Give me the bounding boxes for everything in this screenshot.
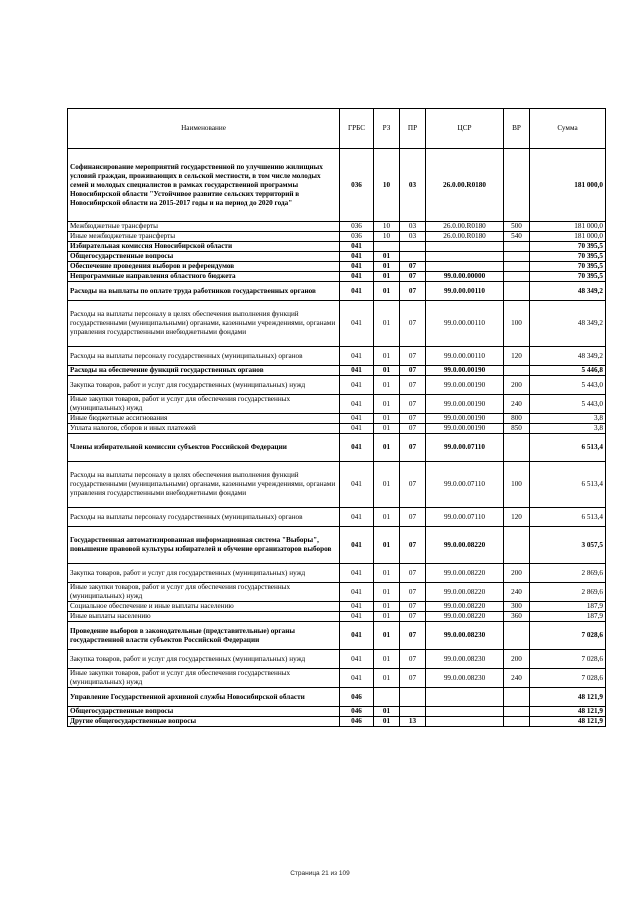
header-grbs: ГРБС <box>340 109 374 149</box>
table-row <box>68 564 606 583</box>
cell-name: Расходы на выплаты персоналу в целях обеспечения выполнения функций государственными (муниципальными) органами, казенными учреждениями, органами управления государственными внебюджетными фондами <box>68 301 340 347</box>
table-row <box>68 602 606 612</box>
cell-name: Уплата налогов, сборов и иных платежей <box>68 424 340 434</box>
cell-rz <box>374 688 400 707</box>
table-row <box>68 527 606 564</box>
cell-sum: 6 513,4 <box>530 434 606 462</box>
cell-csr: 99.0.00.08220 <box>426 527 504 564</box>
cell-rz: 01 <box>374 272 400 282</box>
cell-name: Закупка товаров, работ и услуг для государственных (муниципальных) нужд <box>68 650 340 669</box>
table-row <box>68 414 606 424</box>
cell-vr: 500 <box>504 222 530 232</box>
cell-grbs: 041 <box>340 612 374 622</box>
cell-csr: 26.0.00.R0180 <box>426 232 504 242</box>
cell-sum: 5 443,0 <box>530 376 606 395</box>
cell-name: Непрограммные направления областного бюджета <box>68 272 340 282</box>
cell-vr: 120 <box>504 347 530 366</box>
cell-name: Другие общегосударственные вопросы <box>68 717 340 727</box>
table-row <box>68 622 606 650</box>
cell-vr <box>504 282 530 301</box>
cell-pr: 03 <box>400 149 426 222</box>
cell-pr: 07 <box>400 347 426 366</box>
cell-name: Расходы на выплаты персоналу государственных (муниципальных) органов <box>68 508 340 527</box>
cell-grbs: 036 <box>340 232 374 242</box>
cell-vr: 100 <box>504 301 530 347</box>
cell-name: Закупка товаров, работ и услуг для государственных (муниципальных) нужд <box>68 564 340 583</box>
cell-pr: 07 <box>400 434 426 462</box>
cell-rz: 10 <box>374 222 400 232</box>
cell-name: Общегосударственные вопросы <box>68 707 340 717</box>
cell-name: Социальное обеспечение и иные выплаты населению <box>68 602 340 612</box>
cell-vr: 240 <box>504 395 530 414</box>
table-row <box>68 252 606 262</box>
cell-csr: 99.0.00.07110 <box>426 508 504 527</box>
cell-vr <box>504 272 530 282</box>
cell-sum: 48 121,9 <box>530 688 606 707</box>
cell-pr: 07 <box>400 508 426 527</box>
cell-csr: 99.0.00.08230 <box>426 622 504 650</box>
cell-sum: 70 395,5 <box>530 272 606 282</box>
cell-rz: 01 <box>374 583 400 602</box>
cell-grbs: 041 <box>340 434 374 462</box>
cell-pr <box>400 688 426 707</box>
cell-vr <box>504 527 530 564</box>
table-row <box>68 376 606 395</box>
cell-rz: 01 <box>374 395 400 414</box>
cell-pr: 13 <box>400 717 426 727</box>
cell-rz: 01 <box>374 462 400 508</box>
table-row <box>68 222 606 232</box>
cell-csr <box>426 717 504 727</box>
header-rz: РЗ <box>374 109 400 149</box>
cell-name: Иные закупки товаров, работ и услуг для обеспечения государственных (муниципальных) нужд <box>68 395 340 414</box>
cell-vr <box>504 262 530 272</box>
cell-rz: 01 <box>374 622 400 650</box>
cell-rz: 01 <box>374 508 400 527</box>
cell-vr: 200 <box>504 564 530 583</box>
cell-csr: 99.0.00.08230 <box>426 650 504 669</box>
header-sum: Сумма <box>530 109 606 149</box>
table-row <box>68 262 606 272</box>
cell-name: Члены избирательной комиссии субъектов Российской Федерации <box>68 434 340 462</box>
table-row <box>68 282 606 301</box>
cell-sum: 70 395,5 <box>530 252 606 262</box>
cell-rz: 01 <box>374 376 400 395</box>
cell-vr: 200 <box>504 376 530 395</box>
cell-csr: 99.0.00.07110 <box>426 434 504 462</box>
cell-name: Софинансирование мероприятий государственной по улучшению жилищных условий граждан, проживающих в сельской местности, в том числе молодых семей и молодых специалистов в рамках государственной программы Новосибирской области "Устойчивое развитие сельских территорий в Новосибирской области на 2015-2017 годы и на период до 2020 года" <box>68 149 340 222</box>
cell-grbs: 041 <box>340 414 374 424</box>
cell-grbs: 046 <box>340 688 374 707</box>
cell-rz: 01 <box>374 366 400 376</box>
cell-pr: 07 <box>400 282 426 301</box>
table-header-row <box>68 109 606 149</box>
cell-vr: 540 <box>504 232 530 242</box>
cell-pr: 07 <box>400 650 426 669</box>
cell-sum: 3,8 <box>530 414 606 424</box>
table-row <box>68 688 606 707</box>
table-row <box>68 612 606 622</box>
cell-sum: 181 000,0 <box>530 222 606 232</box>
cell-name: Обеспечение проведения выборов и референдумов <box>68 262 340 272</box>
cell-sum: 2 869,6 <box>530 583 606 602</box>
cell-sum: 7 028,6 <box>530 669 606 688</box>
cell-sum: 48 121,9 <box>530 717 606 727</box>
cell-csr: 99.0.00.08220 <box>426 602 504 612</box>
budget-table <box>67 108 606 727</box>
table-row <box>68 232 606 242</box>
cell-name: Расходы на выплаты персоналу государственных (муниципальных) органов <box>68 347 340 366</box>
cell-rz: 01 <box>374 602 400 612</box>
cell-sum: 2 869,6 <box>530 564 606 583</box>
cell-csr: 26.0.00.R0180 <box>426 222 504 232</box>
header-pr: ПР <box>400 109 426 149</box>
cell-rz: 01 <box>374 527 400 564</box>
cell-grbs: 041 <box>340 602 374 612</box>
cell-sum: 70 395,5 <box>530 242 606 252</box>
cell-grbs: 046 <box>340 707 374 717</box>
cell-name: Проведение выборов в законодательные (представительные) органы государственной власти субъектов Российской Федерации <box>68 622 340 650</box>
cell-csr <box>426 707 504 717</box>
cell-pr: 07 <box>400 414 426 424</box>
cell-sum: 181 000,0 <box>530 149 606 222</box>
cell-rz: 01 <box>374 347 400 366</box>
cell-vr: 100 <box>504 462 530 508</box>
cell-rz: 01 <box>374 262 400 272</box>
cell-grbs: 041 <box>340 272 374 282</box>
cell-vr <box>504 622 530 650</box>
cell-sum: 6 513,4 <box>530 462 606 508</box>
cell-grbs: 041 <box>340 262 374 272</box>
cell-rz: 01 <box>374 252 400 262</box>
cell-sum: 5 443,0 <box>530 395 606 414</box>
table-row <box>68 583 606 602</box>
table-row <box>68 462 606 508</box>
cell-vr: 800 <box>504 414 530 424</box>
cell-sum: 3 057,5 <box>530 527 606 564</box>
cell-rz: 01 <box>374 707 400 717</box>
cell-pr: 07 <box>400 612 426 622</box>
table-row <box>68 669 606 688</box>
cell-rz: 01 <box>374 564 400 583</box>
table-row <box>68 434 606 462</box>
cell-grbs: 041 <box>340 622 374 650</box>
cell-csr: 99.0.00.07110 <box>426 462 504 508</box>
cell-csr: 99.0.00.00110 <box>426 301 504 347</box>
cell-pr: 07 <box>400 564 426 583</box>
cell-vr <box>504 366 530 376</box>
cell-rz: 10 <box>374 232 400 242</box>
cell-vr <box>504 707 530 717</box>
cell-csr: 99.0.00.00190 <box>426 414 504 424</box>
cell-sum: 70 395,5 <box>530 262 606 272</box>
table-body <box>68 149 606 727</box>
cell-pr: 07 <box>400 366 426 376</box>
cell-grbs: 041 <box>340 424 374 434</box>
cell-rz <box>374 242 400 252</box>
header-name: Наименование <box>68 109 340 149</box>
cell-sum: 3,8 <box>530 424 606 434</box>
cell-grbs: 041 <box>340 252 374 262</box>
cell-name: Расходы на выплаты персоналу в целях обеспечения выполнения функций государственными (муниципальными) органами, казенными учреждениями, органами управления государственными внебюджетными фондами <box>68 462 340 508</box>
cell-csr: 99.0.00.00190 <box>426 395 504 414</box>
header-csr: ЦСР <box>426 109 504 149</box>
cell-name: Расходы на обеспечение функций государственных органов <box>68 366 340 376</box>
cell-pr: 07 <box>400 262 426 272</box>
table-row <box>68 242 606 252</box>
cell-name: Иные выплаты населению <box>68 612 340 622</box>
cell-pr <box>400 707 426 717</box>
table-row <box>68 347 606 366</box>
cell-name: Управление Государственной архивной службы Новосибирской области <box>68 688 340 707</box>
cell-sum: 187,9 <box>530 612 606 622</box>
cell-vr: 850 <box>504 424 530 434</box>
cell-sum: 7 028,6 <box>530 650 606 669</box>
cell-pr: 07 <box>400 527 426 564</box>
cell-pr <box>400 252 426 262</box>
cell-csr: 99.0.00.00190 <box>426 376 504 395</box>
cell-csr: 99.0.00.00190 <box>426 366 504 376</box>
cell-name: Государственная автоматизированная информационная система "Выборы", повышение правовой культуры избирателей и обучение организаторов выборов <box>68 527 340 564</box>
cell-pr: 07 <box>400 376 426 395</box>
cell-rz: 01 <box>374 414 400 424</box>
cell-rz: 01 <box>374 301 400 347</box>
cell-vr: 120 <box>504 508 530 527</box>
cell-grbs: 041 <box>340 282 374 301</box>
cell-grbs: 041 <box>340 366 374 376</box>
cell-pr: 07 <box>400 583 426 602</box>
cell-rz: 01 <box>374 650 400 669</box>
cell-csr <box>426 252 504 262</box>
cell-grbs: 041 <box>340 462 374 508</box>
cell-name: Общегосударственные вопросы <box>68 252 340 262</box>
cell-rz: 01 <box>374 717 400 727</box>
cell-name: Избирательная комиссия Новосибирской области <box>68 242 340 252</box>
cell-name: Иные межбюджетные трансферты <box>68 232 340 242</box>
cell-rz: 01 <box>374 669 400 688</box>
cell-csr: 99.0.00.08220 <box>426 564 504 583</box>
cell-csr: 99.0.00.08230 <box>426 669 504 688</box>
page-number: Страница 21 из 109 <box>290 870 350 877</box>
cell-name: Межбюджетные трансферты <box>68 222 340 232</box>
cell-csr: 26.0.00.R0180 <box>426 149 504 222</box>
cell-grbs: 041 <box>340 527 374 564</box>
cell-pr: 03 <box>400 232 426 242</box>
table-row <box>68 366 606 376</box>
cell-grbs: 041 <box>340 242 374 252</box>
cell-sum: 48 121,9 <box>530 707 606 717</box>
cell-csr: 99.0.00.08220 <box>426 612 504 622</box>
table-row <box>68 508 606 527</box>
cell-rz: 01 <box>374 434 400 462</box>
table-row <box>68 272 606 282</box>
cell-pr: 03 <box>400 222 426 232</box>
cell-vr <box>504 242 530 252</box>
cell-pr: 07 <box>400 602 426 612</box>
cell-vr: 240 <box>504 583 530 602</box>
cell-csr: 99.0.00.00190 <box>426 424 504 434</box>
cell-sum: 48 349,2 <box>530 282 606 301</box>
cell-csr <box>426 688 504 707</box>
cell-vr: 360 <box>504 612 530 622</box>
table-row <box>68 395 606 414</box>
cell-vr <box>504 688 530 707</box>
cell-grbs: 046 <box>340 717 374 727</box>
cell-pr: 07 <box>400 462 426 508</box>
cell-vr <box>504 434 530 462</box>
cell-pr: 07 <box>400 622 426 650</box>
cell-sum: 48 349,2 <box>530 301 606 347</box>
cell-pr: 07 <box>400 301 426 347</box>
cell-grbs: 036 <box>340 222 374 232</box>
cell-grbs: 041 <box>340 395 374 414</box>
cell-sum: 7 028,6 <box>530 622 606 650</box>
cell-csr: 99.0.00.00000 <box>426 272 504 282</box>
cell-vr: 240 <box>504 669 530 688</box>
cell-csr <box>426 262 504 272</box>
table-row <box>68 650 606 669</box>
cell-grbs: 041 <box>340 583 374 602</box>
cell-name: Иные бюджетные ассигнования <box>68 414 340 424</box>
cell-grbs: 041 <box>340 347 374 366</box>
cell-grbs: 041 <box>340 376 374 395</box>
cell-grbs: 041 <box>340 508 374 527</box>
cell-vr <box>504 252 530 262</box>
cell-pr: 07 <box>400 424 426 434</box>
cell-csr: 99.0.00.00110 <box>426 347 504 366</box>
table-row <box>68 149 606 222</box>
table-row <box>68 301 606 347</box>
cell-pr <box>400 242 426 252</box>
header-vr: ВР <box>504 109 530 149</box>
cell-name: Иные закупки товаров, работ и услуг для обеспечения государственных (муниципальных) нужд <box>68 669 340 688</box>
cell-vr: 200 <box>504 650 530 669</box>
cell-grbs: 041 <box>340 669 374 688</box>
cell-csr: 99.0.00.08220 <box>426 583 504 602</box>
cell-grbs: 036 <box>340 149 374 222</box>
cell-rz: 01 <box>374 424 400 434</box>
table-row <box>68 424 606 434</box>
cell-name: Иные закупки товаров, работ и услуг для обеспечения государственных (муниципальных) нужд <box>68 583 340 602</box>
table-row <box>68 717 606 727</box>
cell-name: Расходы на выплаты по оплате труда работников государственных органов <box>68 282 340 301</box>
cell-vr: 300 <box>504 602 530 612</box>
cell-rz: 01 <box>374 612 400 622</box>
cell-csr <box>426 242 504 252</box>
cell-pr: 07 <box>400 272 426 282</box>
cell-csr: 99.0.00.00110 <box>426 282 504 301</box>
cell-grbs: 041 <box>340 301 374 347</box>
cell-sum: 48 349,2 <box>530 347 606 366</box>
cell-grbs: 041 <box>340 650 374 669</box>
cell-vr <box>504 149 530 222</box>
cell-name: Закупка товаров, работ и услуг для государственных (муниципальных) нужд <box>68 376 340 395</box>
cell-sum: 6 513,4 <box>530 508 606 527</box>
cell-sum: 187,9 <box>530 602 606 612</box>
cell-sum: 5 446,8 <box>530 366 606 376</box>
cell-rz: 10 <box>374 149 400 222</box>
table-row <box>68 707 606 717</box>
cell-vr <box>504 717 530 727</box>
cell-grbs: 041 <box>340 564 374 583</box>
cell-pr: 07 <box>400 669 426 688</box>
cell-sum: 181 000,0 <box>530 232 606 242</box>
cell-pr: 07 <box>400 395 426 414</box>
cell-rz: 01 <box>374 282 400 301</box>
